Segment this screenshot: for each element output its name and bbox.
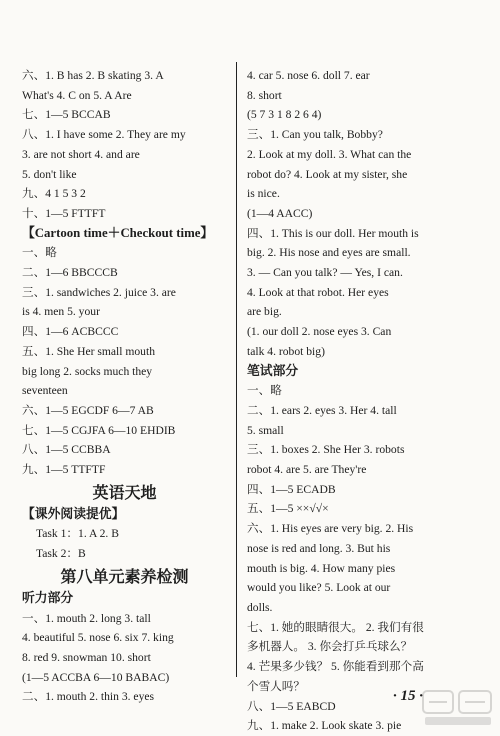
- answer-line: (5 7 3 1 8 2 6 4): [247, 108, 322, 122]
- answer-line: robot 4. are 5. are They're: [247, 463, 367, 477]
- answer-line: seventeen: [22, 384, 68, 398]
- answer-line: What's 4. C on 5. A Are: [22, 88, 132, 102]
- section-heading: 【Cartoon time＋Checkout time】: [22, 225, 214, 240]
- answer-line: Task 1：1. A 2. B: [36, 527, 119, 541]
- answer-line: 二、1. ears 2. eyes 3. Her 4. tall: [247, 403, 397, 417]
- column-divider: [236, 62, 237, 677]
- answer-line: big long 2. socks much they: [22, 364, 153, 378]
- answer-line: 一、略: [22, 246, 57, 260]
- answer-line: nose is red and long. 3. But his: [247, 541, 391, 555]
- section-title: 第八单元素养检测: [60, 566, 189, 586]
- answer-line: 五、1. She Her small mouth: [22, 344, 155, 358]
- answer-line: (1—5 ACCBA 6—10 BABAC): [22, 670, 170, 684]
- answer-line: 八、1. I have some 2. They are my: [22, 128, 186, 142]
- answer-line: robot do? 4. Look at my sister, she: [247, 167, 408, 181]
- answer-line: 九、4 1 5 3 2: [22, 187, 86, 201]
- answer-line: 六、1—5 EGCDF 6—7 AB: [22, 403, 154, 417]
- answer-line: 七、1. 她的眼睛很大。 2. 我们有很: [247, 620, 424, 634]
- answer-line: 三、1. boxes 2. She Her 3. robots: [247, 443, 405, 457]
- answer-line: is nice.: [247, 187, 280, 201]
- answer-line: 8. short: [247, 88, 282, 102]
- answer-line: talk 4. robot big): [247, 344, 325, 358]
- answer-line: 四、1—5 ECADB: [247, 482, 336, 496]
- answer-line: 九、1. make 2. Look skate 3. pie: [247, 719, 402, 733]
- answer-line: big. 2. His nose and eyes are small.: [247, 246, 411, 260]
- watermark-logo: [421, 688, 495, 728]
- answer-line: 4. Look at that robot. Her eyes: [247, 285, 389, 299]
- answer-line: 个雪人吗？: [247, 679, 305, 693]
- answer-line: 多机器人。 3. 你会打乒乓球么？: [247, 640, 413, 654]
- answer-line: 4. car 5. nose 6. doll 7. ear: [247, 69, 370, 82]
- right-column: [247, 66, 479, 736]
- answer-line: 8. red 9. snowman 10. short: [22, 650, 151, 664]
- answer-line: 一、1. mouth 2. long 3. tall: [22, 611, 151, 625]
- answer-line: 4. 芒果多少钱？ 5. 你能看到那个高: [247, 660, 424, 674]
- answer-line: 5. don't like: [22, 167, 77, 181]
- answer-line: 二、1. mouth 2. thin 3. eyes: [22, 690, 155, 704]
- answer-line: 3. — Can you talk? — Yes, I can.: [247, 266, 403, 280]
- answer-line: mouth is big. 4. How many pies: [247, 561, 396, 575]
- answer-line: 5. small: [247, 423, 284, 437]
- answer-line: 五、1—5 ××√√×: [247, 502, 329, 516]
- answer-line: 九、1—5 TTFTF: [22, 463, 106, 477]
- answer-line: 四、1—6 ACBCCC: [22, 325, 119, 339]
- answer-line: 3. are not short 4. and are: [22, 147, 140, 161]
- page-number: · 15 ·: [393, 688, 423, 704]
- answer-line: would you like? 5. Look at our: [247, 581, 391, 595]
- answer-line: 一、略: [247, 384, 282, 398]
- answer-line: 七、1—5 CGJFA 6—10 EHDIB: [22, 423, 176, 437]
- answer-line: are big.: [247, 305, 282, 319]
- answer-line: (1—4 AACC): [247, 206, 313, 220]
- answer-line: 七、1—5 BCCAB: [22, 108, 111, 122]
- section-title: 英语天地: [92, 482, 157, 502]
- section-heading: 【课外阅读提优】: [22, 506, 125, 521]
- answer-line: 十、1—5 FTTFT: [22, 206, 106, 220]
- answer-line: 2. Look at my doll. 3. What can the: [247, 147, 412, 161]
- answer-line: 三、1. sandwiches 2. juice 3. are: [22, 285, 176, 299]
- answer-line: (1. our doll 2. nose eyes 3. Can: [247, 325, 392, 339]
- answer-line: 四、1. This is our doll. Her mouth is: [247, 226, 419, 240]
- answer-line: dolls.: [247, 600, 273, 614]
- answer-line: is 4. men 5. your: [22, 305, 100, 319]
- answer-line: 八、1—5 CCBBA: [22, 443, 111, 457]
- section-heading: 听力部分: [22, 590, 74, 605]
- answer-line: 六、1. B has 2. B skating 3. A: [22, 69, 164, 82]
- answer-line: 八、1—5 EABCD: [247, 699, 336, 713]
- answer-line: Task 2：B: [36, 547, 86, 561]
- section-heading: 笔试部分: [247, 363, 299, 378]
- answer-line: 二、1—6 BBCCCB: [22, 266, 118, 280]
- answer-line: 三、1. Can you talk, Bobby?: [247, 128, 383, 142]
- answer-line: 4. beautiful 5. nose 6. six 7. king: [22, 631, 174, 645]
- left-column: [22, 66, 227, 707]
- answer-line: 六、1. His eyes are very big. 2. His: [247, 522, 414, 536]
